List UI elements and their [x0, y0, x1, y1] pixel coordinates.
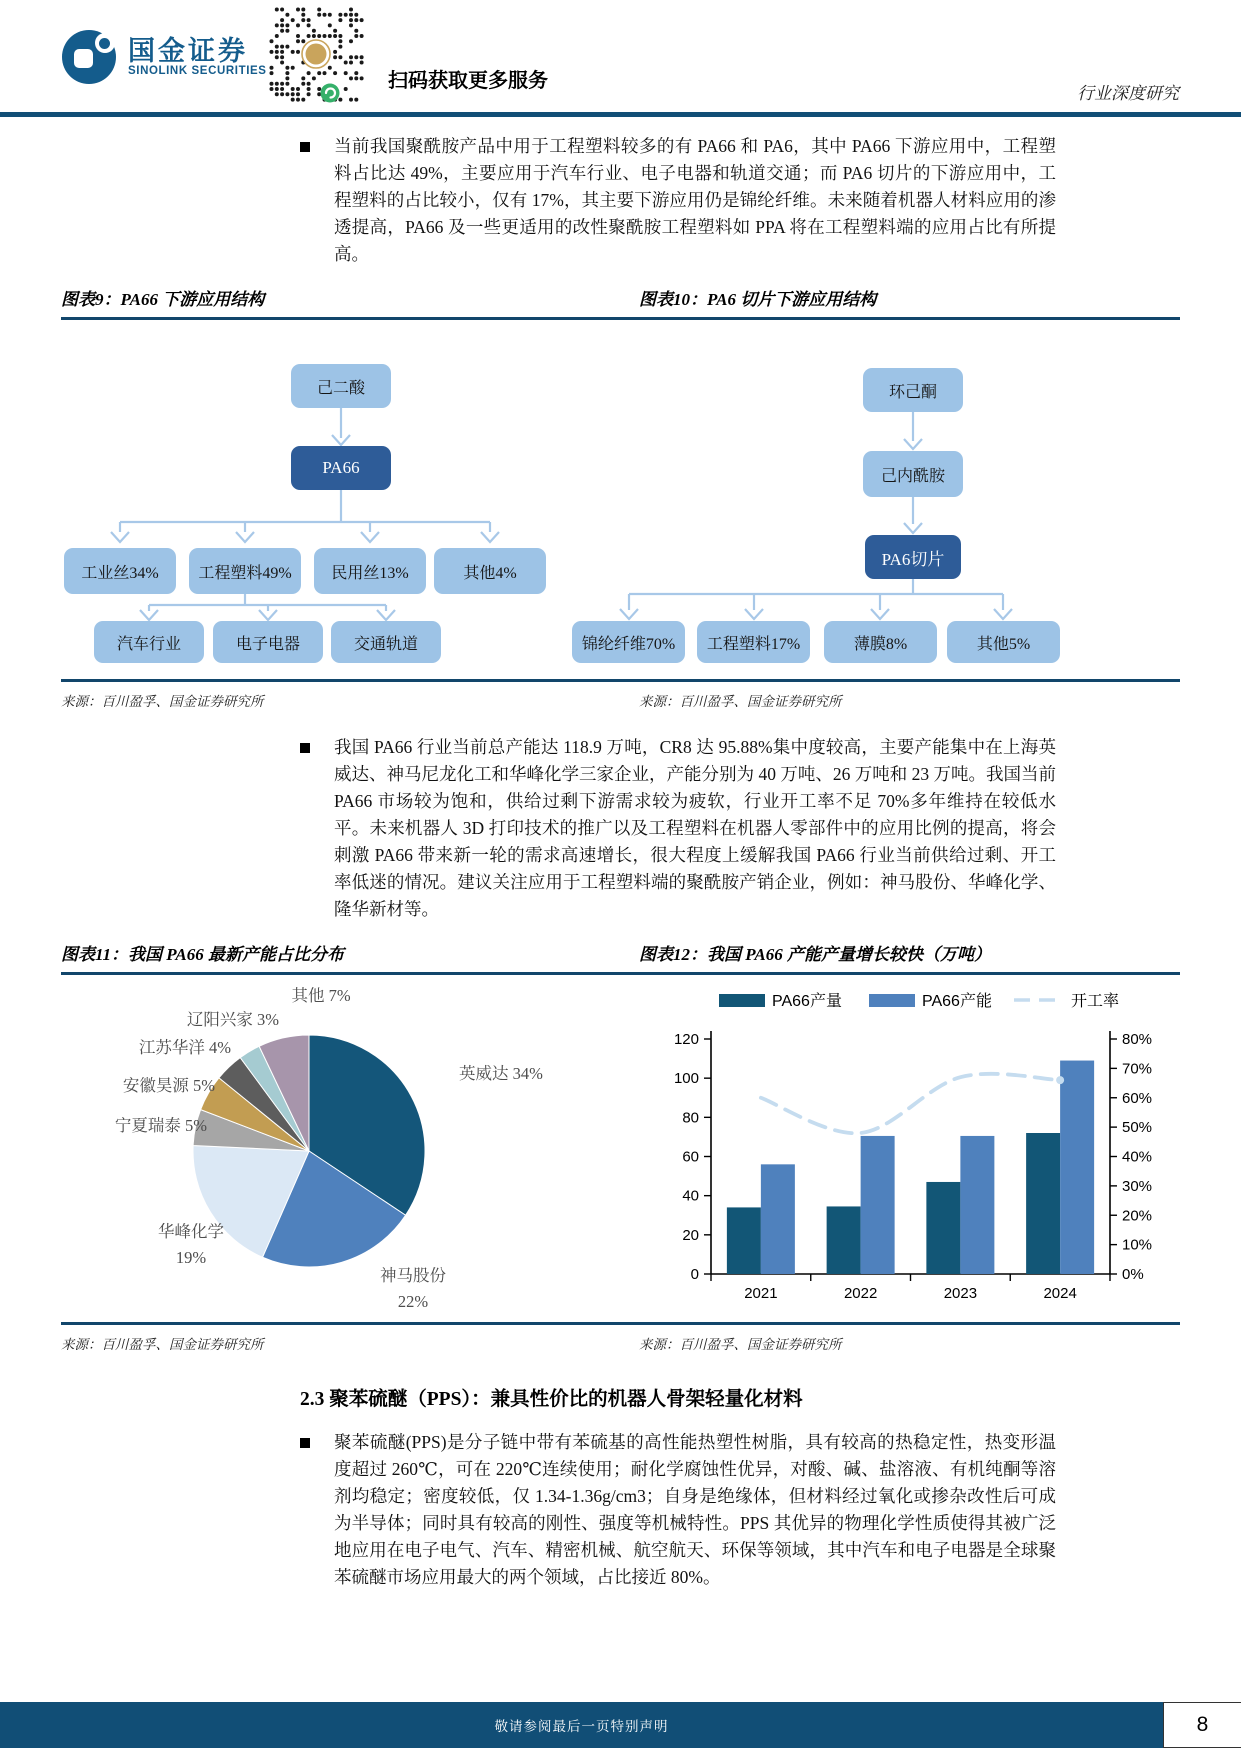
figure10-source: 来源：百川盈孚、国金证券研究所: [639, 694, 842, 709]
svg-text:60%: 60%: [1122, 1089, 1153, 1107]
flow-node-rail: 交通轨道: [331, 621, 441, 663]
qr-caption: 扫码获取更多服务: [388, 70, 548, 92]
page-body: [0, 133, 1241, 1591]
section-heading: 2.3 聚苯硫醚（PPS）：兼具性价比的机器人骨架轻量化材料: [300, 1389, 803, 1410]
svg-text:100: 100: [673, 1070, 699, 1088]
flow-node-electronics: 电子电器: [213, 621, 323, 663]
svg-text:英威达 34%: 英威达 34%: [459, 1064, 543, 1083]
svg-text:0: 0: [690, 1266, 699, 1283]
flow-node-others: 其他4%: [434, 548, 546, 594]
page-header: [0, 0, 1241, 112]
wechat-icon: [321, 84, 340, 103]
flow-node-others5: 其他5%: [947, 621, 1060, 663]
figure10-flowchart: [569, 326, 1179, 674]
figure-band-2: [61, 941, 1180, 1357]
svg-text:22%: 22%: [397, 1292, 429, 1311]
bullet-paragraph-2: [300, 734, 1060, 923]
flow-node-caprolactam: 己内酰胺: [863, 451, 963, 497]
svg-text:80%: 80%: [1122, 1031, 1153, 1048]
svg-text:20: 20: [682, 1226, 699, 1244]
bullet-square-icon: [300, 1438, 310, 1448]
footer-disclaimer: 敬请参阅最后一页特别声明: [494, 1719, 669, 1734]
svg-text:2024: 2024: [1043, 1285, 1077, 1302]
figure-band-1: [61, 286, 1180, 714]
svg-text:30%: 30%: [1122, 1177, 1153, 1195]
svg-text:0%: 0%: [1122, 1266, 1144, 1283]
svg-text:50%: 50%: [1122, 1119, 1153, 1137]
svg-text:安徽昊源 5%: 安徽昊源 5%: [122, 1076, 215, 1095]
svg-text:华峰化学: 华峰化学: [158, 1222, 224, 1241]
svg-text:2021: 2021: [744, 1285, 778, 1302]
qr-code: [268, 6, 368, 106]
flow-node-cyclohexanone: 环己酮: [863, 368, 963, 412]
svg-text:神马股份: 神马股份: [380, 1266, 446, 1285]
flow-node-pa6-chip: PA6切片: [865, 535, 961, 579]
figure12-title: 图表12：我国 PA66 产能产量增长较快（万吨）: [639, 945, 991, 964]
figure9-title: 图表9：PA66 下游应用结构: [61, 290, 265, 309]
svg-text:70%: 70%: [1122, 1060, 1153, 1078]
flow-node-film: 薄膜8%: [824, 621, 937, 663]
figure10-title: 图表10：PA6 切片下游应用结构: [639, 290, 877, 309]
svg-text:辽阳兴家 3%: 辽阳兴家 3%: [186, 1010, 279, 1029]
paragraph-text: 当前我国聚酰胺产品中用于工程塑料较多的有 PA66 和 PA6，其中 PA66 下游应用中，工程塑料占比达 49%，主要应用于汽车行业、电子电器和轨道交通；而 PA6 切片的下游应用中，工程塑料的占比较小，仅有 17%，其主要下游应用仍是锦纶纤维。未来随着机器人材料应用的渗透提高，PA66 及一些更适用的改性聚酰胺工程塑料如 PPA 将在工程塑料端的应用占比有所提高。: [334, 136, 1056, 264]
report-type-label: 行业深度研究: [1077, 84, 1179, 103]
flow-node-adipic-acid: 己二酸: [291, 364, 391, 408]
bar-line-chart: [569, 979, 1179, 1319]
flow-node-civil-yarn: 民用丝13%: [314, 548, 426, 594]
svg-text:其他 7%: 其他 7%: [291, 986, 351, 1005]
flow-node-industrial-yarn: 工业丝34%: [64, 548, 176, 594]
flow-node-eng-plastic: 工程塑料49%: [189, 548, 301, 594]
figure12-source: 来源：百川盈孚、国金证券研究所: [639, 1337, 842, 1352]
svg-text:PA66产能: PA66产能: [922, 993, 992, 1010]
brand-name-cn: 国金证券: [128, 35, 248, 66]
svg-text:60: 60: [682, 1148, 699, 1166]
pie-chart: [61, 979, 569, 1319]
brand-logo: [62, 30, 267, 84]
figure11-source: 来源：百川盈孚、国金证券研究所: [61, 1337, 264, 1352]
svg-text:2023: 2023: [943, 1285, 978, 1302]
svg-text:20%: 20%: [1122, 1207, 1153, 1225]
svg-text:10%: 10%: [1122, 1236, 1153, 1254]
paragraph-text: 我国 PA66 行业当前总产能达 118.9 万吨，CR8 达 95.88%集中度较高，主要产能集中在上海英威达、神马尼龙化工和华峰化学三家企业，产能分别为 40 万吨、26 万吨和 23 万吨。我国当前 PA66 市场较为饱和，供给过剩下游需求较为疲软，行业开工率不足 70%多年维持在较低水平。未来机器人 3D 打印技术的推广以及工程塑料在机器人零部件中的应用比例的提高，将会刺激 PA66 带来新一轮的需求高速增长，很大程度上缓解我国 PA66 行业当前供给过剩、开工率低迷的情况。建议关注应用于工程塑料端的聚酰胺产销企业，例如：神马股份、华峰化学、隆华新材等。: [334, 737, 1056, 919]
brand-name-en: SINOLINK SECURITIES: [128, 65, 267, 78]
bullet-square-icon: [300, 743, 310, 753]
svg-text:120: 120: [673, 1031, 699, 1048]
bullet-square-icon: [300, 142, 310, 152]
paragraph-text: 聚苯硫醚(PPS)是分子链中带有苯硫基的高性能热塑性树脂，具有较高的热稳定性，热变形温度超过 260℃，可在 220℃连续使用；耐化学腐蚀性优异，对酸、碱、盐溶液、有机纯酮等溶剂均稳定；密度较低，仅 1.34-1.36g/cm3；自身是绝缘体，但材料经过氧化或掺杂改性后可成为半导体；同时具有较高的刚性、强度等机械特性。PPS 其优异的物理化学性质使得其被广泛地应用在电子电气、汽车、精密机械、航空航天、环保等领域，其中汽车和电子电器是全球聚苯硫醚市场应用最大的两个领域，占比接近 80%。: [334, 1432, 1056, 1587]
flow-node-nylon-fiber: 锦纶纤维70%: [572, 621, 685, 663]
bullet-paragraph-1: [300, 133, 1060, 268]
figure9-flowchart: [61, 326, 569, 674]
flow-node-eng-plastic17: 工程塑料17%: [697, 621, 810, 663]
header-divider: [0, 112, 1241, 117]
svg-text:江苏华洋 4%: 江苏华洋 4%: [138, 1038, 231, 1057]
bullet-paragraph-3: [300, 1429, 1060, 1591]
svg-text:2022: 2022: [843, 1285, 878, 1302]
flow-node-auto: 汽车行业: [94, 621, 204, 663]
figure9-source: 来源：百川盈孚、国金证券研究所: [61, 694, 264, 709]
svg-text:40%: 40%: [1122, 1148, 1153, 1166]
footer-disclaimer-bar: [0, 1702, 1163, 1748]
figure11-title: 图表11：我国 PA66 最新产能占比分布: [61, 945, 345, 964]
page-number: 8: [1163, 1702, 1241, 1748]
flow-node-pa66: PA66: [291, 446, 391, 490]
sinolink-logo-icon: [62, 30, 116, 84]
svg-text:PA66产量: PA66产量: [772, 993, 842, 1010]
svg-text:宁夏瑞泰 5%: 宁夏瑞泰 5%: [114, 1116, 207, 1135]
svg-text:40: 40: [682, 1187, 699, 1205]
svg-text:80: 80: [682, 1109, 699, 1127]
svg-text:19%: 19%: [175, 1248, 207, 1267]
svg-text:开工率: 开工率: [1071, 993, 1120, 1010]
